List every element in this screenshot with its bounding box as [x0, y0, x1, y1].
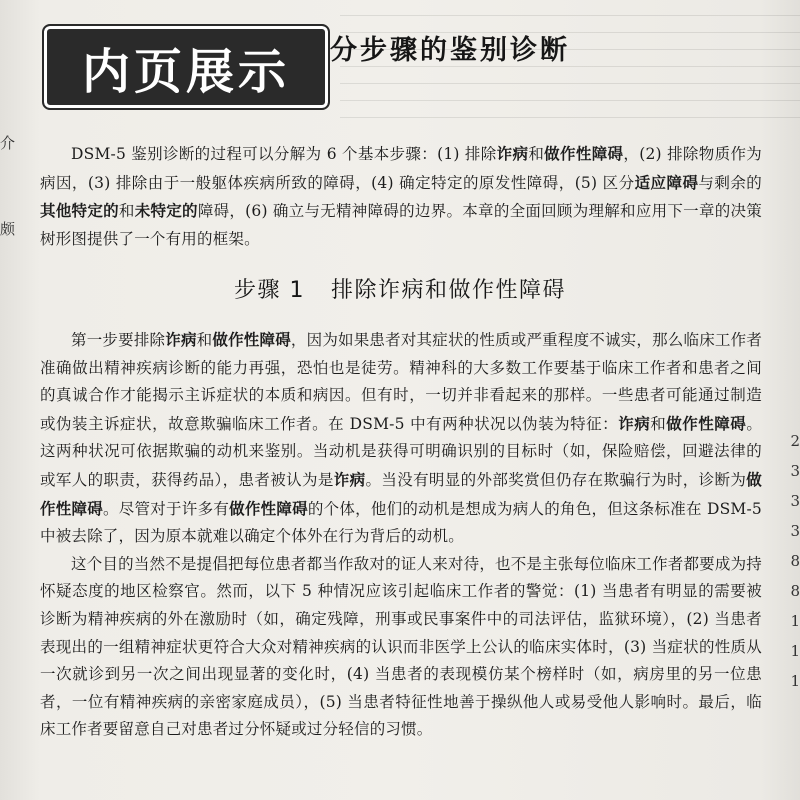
bold-term: 诈病 [618, 413, 651, 433]
text-run: 与剩余的 [698, 173, 762, 192]
intro-paragraph [40, 140, 762, 253]
bold-term: 未特定的 [134, 201, 198, 221]
right-margin-fragment: 1 [790, 642, 800, 660]
section-title: 排除诈病和做作性障碍 [330, 278, 566, 303]
text-run: 和 [528, 145, 545, 163]
right-margin-fragment: 8 [790, 582, 800, 600]
bold-term: 适应障碍 [634, 172, 699, 192]
right-margin-fragment: 8 [790, 552, 800, 570]
bold-term: 做作性障碍 [40, 469, 762, 518]
text-run: 的个体，他们的动机是想成为病人的角色，但这条标准在 DSM-5 中被去除了，因为原本就难以确定个体外在行为背后的动机。 [40, 499, 762, 546]
text-run: 和 [118, 202, 135, 221]
bold-term: 做作性障碍 [544, 144, 624, 163]
right-margin-fragment: 1 [790, 612, 800, 630]
step1-paragraph-2 [40, 551, 762, 744]
bleed-through-text [340, 4, 800, 134]
right-margin-fragment: 3 [790, 462, 800, 480]
left-margin-fragment: 介 [0, 134, 16, 152]
inner-page-badge [44, 26, 328, 108]
text-run: ，因为如果患者对其症状的性质或严重程度不诚实，那么临床工作者准确做出精神疾病诊断的能力再强，恐怕也是徒劳。精神科的大多数工作要基于临床工作者和患者之间的真诚合作才能揭示主诉症状的本质和病因。但有时，一切并非看起来的那样。一些患者可能通过制造或伪装主诉症状，故意欺骗临床工作者。在 DSM-5 中有两种状况以伪装为特征： [40, 331, 763, 433]
right-margin-fragment: 3 [790, 492, 800, 510]
right-margin-fragment: 3 [790, 522, 800, 540]
bold-term: 做作性障碍 [229, 498, 308, 518]
text-run: 第一步要排除 [71, 331, 166, 349]
bold-term: 诈病 [165, 330, 197, 349]
text-run: 和 [196, 331, 213, 349]
text-run: 。当没有明显的外部奖赏但仍存在欺骗行为时，诊断为 [365, 470, 747, 489]
text-run: DSM-5 鉴别诊断的过程可以分解为 6 个基本步骤：(1) 排除 [71, 145, 497, 163]
bold-term: 诈病 [496, 144, 529, 163]
right-margin-fragment: 2 [790, 432, 800, 450]
text-run: 。尽管对于许多有 [103, 499, 230, 518]
left-margin-fragment: 颇 [0, 220, 16, 238]
section-step-label: 步骤 1 [233, 278, 305, 303]
intro-section [40, 140, 762, 253]
step1-paragraph-1 [40, 326, 762, 551]
bold-term: 诈病 [333, 469, 366, 489]
text-run: ，(2) 排除物质作为病因，(3) 排除由于一般躯体疾病所致的障碍，(4) 确定特定的原发性障碍，(5) 区分 [40, 145, 762, 192]
right-margin-fragment: 1 [790, 672, 800, 690]
text-run: 这个目的当然不是提倡把每位患者都当作敌对的证人来对待，也不是主张每位临床工作者都要成为持怀疑态度的地区检察官。然而，以下 5 种情况应该引起临床工作者的警觉：(1) 当患者有明显的需要被诊断为精神疾病的外在激励时（如，确定残障，刑事或民事案件中的司法评估，监狱环境），(2) 当患者表现出的一组精神症状更符合大众对精神疾病的认识而非医学上公认的临床实体时，(3) 当症状的性质从一次就诊到另一次之间出现显著的变化时，(4) 当患者的表现模仿某个榜样时（如，病房里的另一位患者，一位有精神疾病的亲密家庭成员），(5) 当患者特征性地善于操纵他人或易受他人影响时。最后，临床工作者要留意自己对患者过分怀疑或过分轻信的习惯。 [40, 554, 762, 739]
chapter-title: 分步骤的鉴别诊断 [330, 35, 570, 66]
text-run: 障碍，(6) 确立与无精神障碍的边界。本章的全面回顾为理解和应用下一章的决策树形图提供了一个有用的框架。 [40, 202, 762, 248]
bold-term: 其他特定的 [40, 201, 119, 221]
bold-term: 做作性障碍 [666, 413, 747, 433]
step1-body [40, 326, 762, 744]
bold-term: 做作性障碍 [212, 330, 291, 349]
badge-label: 内页展示 [81, 43, 290, 100]
text-run: 。这两种状况可依据欺骗的动机来鉴别。当动机是获得可明确识别的目标时（如，保险赔偿，回避法律的或军人的职责，获得药品），患者被认为是 [40, 414, 763, 489]
text-run: 和 [650, 414, 667, 433]
section-heading [0, 273, 800, 304]
